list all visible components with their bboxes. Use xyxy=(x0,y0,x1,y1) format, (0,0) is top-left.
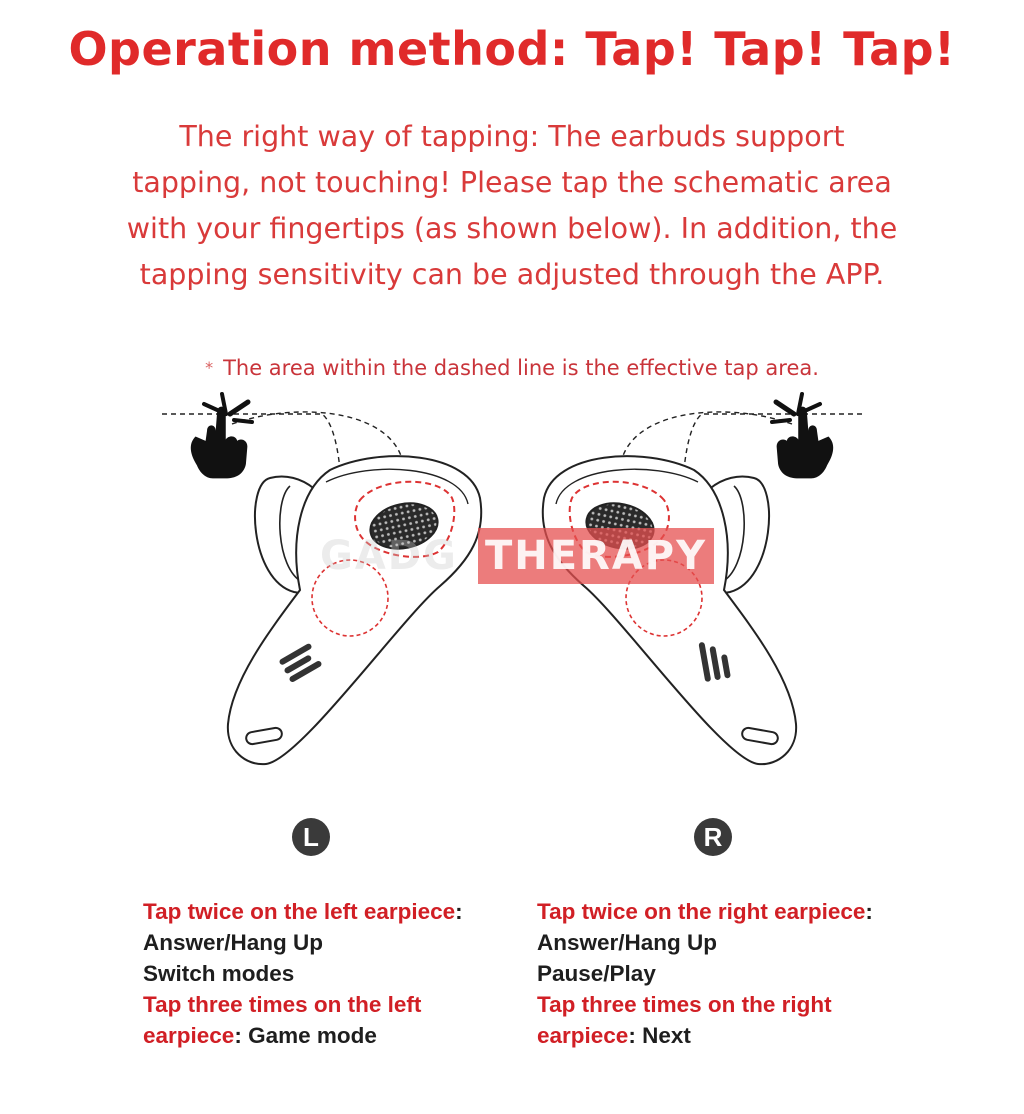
intro-line: tapping sensitivity can be adjusted through the APP. xyxy=(139,258,885,291)
instruction-line: Tap three times on the left xyxy=(143,992,422,1017)
instruction-line: earpiece: Game mode xyxy=(143,1023,377,1048)
instruction-line: Answer/Hang Up xyxy=(537,930,718,955)
instruction-line: earpiece: Next xyxy=(537,1023,691,1048)
instruction-line: Answer/Hang Up xyxy=(143,930,324,955)
tapping-hand-icon xyxy=(777,407,834,479)
page-title: Operation method: Tap! Tap! Tap! xyxy=(68,22,956,76)
note-text: The area within the dashed line is the effective tap area. xyxy=(223,356,819,380)
intro-line: with your fingertips (as shown below). In addition, the xyxy=(126,212,898,245)
watermark: THERAPY xyxy=(478,528,714,584)
instruction-line: Tap twice on the right earpiece: xyxy=(537,899,873,924)
instruction-line: Pause/Play xyxy=(537,961,656,986)
left-badge: L xyxy=(292,818,330,856)
instruction-line: Switch modes xyxy=(143,961,295,986)
intro-line: tapping, not touching! Please tap the schematic area xyxy=(132,166,892,199)
watermark-faded: GADG xyxy=(320,533,458,579)
intro-line: The right way of tapping: The earbuds support xyxy=(179,120,845,153)
left-instructions xyxy=(143,896,463,1051)
asterisk-icon: * xyxy=(205,358,214,377)
right-instructions xyxy=(537,896,873,1051)
tapping-hand-icon xyxy=(191,407,248,479)
instruction-line: Tap three times on the right xyxy=(537,992,832,1017)
instruction-line: Tap twice on the left earpiece: xyxy=(143,899,463,924)
right-badge: R xyxy=(694,818,732,856)
